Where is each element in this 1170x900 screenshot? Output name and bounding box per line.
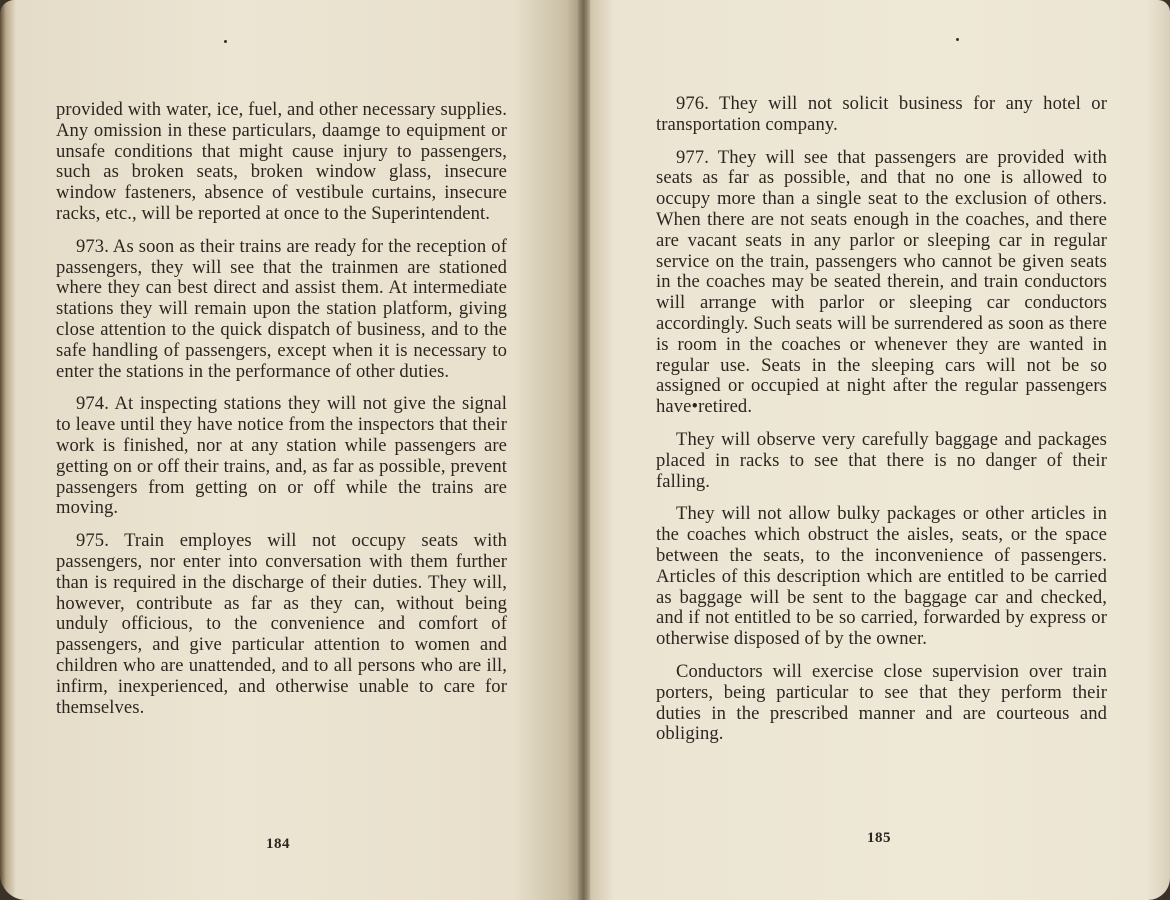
left-page [0, 0, 584, 900]
ink-speck [956, 38, 959, 41]
paragraph-976: 976. They will not solicit business for any hotel or transportation company. [656, 93, 1107, 135]
paragraph-974: 974. At inspecting stations they will not give the signal to leave until they have notice from the inspectors that their work is finished, nor at any station while passengers are getting on or off their trains, and, as far as possible, prevent passengers from getting on or off while the trains are moving. [56, 393, 507, 519]
book-gutter [578, 0, 590, 900]
paragraph-975: 975. Train employes will not occupy seats with passengers, nor enter into conversation with them further than is required in the discharge of their duties. They will, however, contribute as far as they can, without being unduly officious, to the convenience and comfort of passengers, and give particular attention to women and children who are unattended, and to all persons who are ill, infirm, inexperienced, and otherwise unable to care for themselves. [56, 530, 507, 718]
left-page-text [56, 100, 507, 730]
paragraph-bulky-packages: They will not allow bulky packages or other articles in the coaches which obstruct the aisles, seats, or the space between the seats, to the inconvenience of passengers. Articles of this description which are entitled to be carried as baggage will be sent to the baggage car and checked, and if not entitled to be so carried, forwarded by express or otherwise disposed of by the owner. [656, 503, 1107, 650]
paragraph-baggage-racks: They will observe very carefully baggage and packages placed in racks to see that there is no danger of their falling. [656, 428, 1107, 492]
right-page-text [656, 94, 1107, 757]
ink-speck [224, 40, 227, 43]
page-number-right: 185 [867, 830, 891, 846]
right-page [584, 0, 1170, 900]
paragraph: provided with water, ice, fuel, and other necessary supplies. Any omission in these particulars, daamge to equipment or unsafe conditions that might cause injury to passengers, such as broken seats, broken window glass, insecure window fasteners, absence of vestibule curtains, insecure racks, etc., will be reported at once to the Superintendent. [56, 99, 507, 224]
paragraph-973: 973. As soon as their trains are ready for the reception of passengers, they will see that the trainmen are stationed where they can best direct and assist them. At intermediate stations they will remain upon the station platform, giving close attention to the quick dispatch of business, and to the safe handling of passengers, except when it is necessary to enter the stations in the performance of other duties. [56, 235, 507, 382]
paragraph-train-porters: Conductors will exercise close supervision over train porters, being particular to see that they perform their duties in the prescribed manner and are courteous and obliging. [656, 660, 1107, 745]
paragraph-977: 977. They will see that passengers are provided with seats as far as possible, and that no one is allowed to occupy more than a single seat to the exclusion of others. When there are not seats enough in the coaches, and there are vacant seats in any parlor or sleeping car in regular service on the train, passengers who cannot be given seats in the coaches may be seated therein, and train conductors will arrange with parlor or sleeping car conductors accordingly. Such seats will be surrendered as soon as there is room in the coaches or whenever they are wanted in regular use. Seats in the sleeping cars will not be so assigned or occupied at night after the regular passengers have•retired. [656, 146, 1107, 418]
page-number-left: 184 [266, 836, 290, 852]
